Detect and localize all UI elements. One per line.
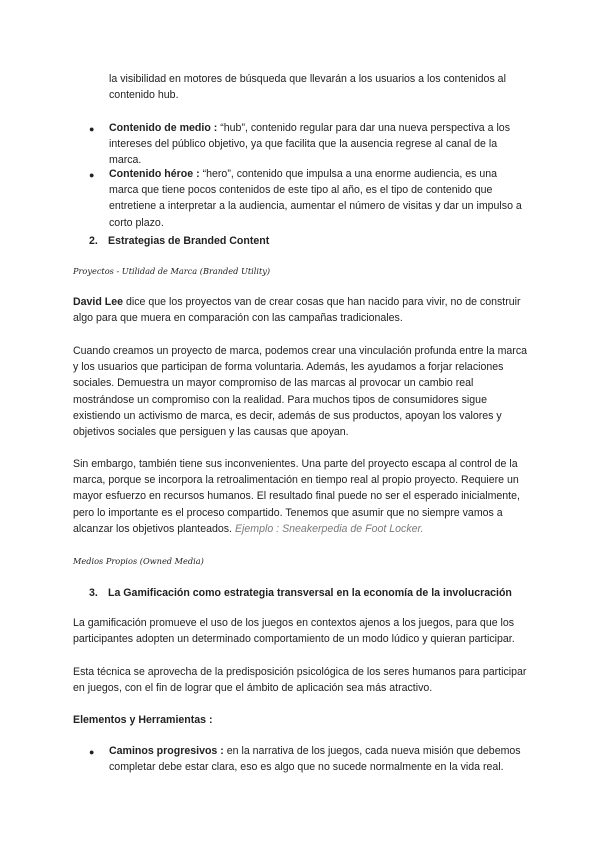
subheading-medios-propios: Medios Propios (Owned Media) xyxy=(73,556,204,566)
list-item-term: Caminos progresivos : xyxy=(109,745,224,757)
section-number: 2. xyxy=(89,235,98,247)
paragraph-inconvenientes xyxy=(73,456,533,537)
list-item-text: “hub”, contenido regular para dar una nueva perspectiva a los intereses del público objetivo, ya que facilita que la ausencia regrese al canal de la marca. xyxy=(109,122,510,167)
section-number: 3. xyxy=(89,587,98,599)
paragraph-gamificacion: La gamificación promueve el uso de los juegos en contextos ajenos a los juegos, para que los participantes adopten un determinado comportamiento de un modo lúdico y quieran participar. xyxy=(73,617,515,646)
paragraph-text: dice que los proyectos van de crear cosas que han nacido para vivir, no de construir algo para que muera en comparación con las campañas tradicionales. xyxy=(73,296,521,325)
bullet-icon: ● xyxy=(89,124,95,134)
elements-heading: Elementos y Herramientas : xyxy=(73,714,213,726)
section-title: Estrategias de Branded Content xyxy=(108,235,270,247)
example-text: Ejemplo : Sneakerpedia de Foot Locker. xyxy=(234,522,424,535)
bullet-icon: ● xyxy=(89,170,95,180)
list-item-text: “hero”, contenido que impulsa a una enorme audiencia, es una marca que tiene pocos contenidos de este tipo al año, es el tipo de contenido que entretiene a interpretar a la audiencia, aumentar el número de visitas y dar un impulso a corto plazo. xyxy=(109,168,522,229)
list-item-text: en la narrativa de los juegos, cada nueva misión que debemos completar debe estar clara, eso es algo que no sucede normalmente en la vida real. xyxy=(109,745,521,774)
paragraph-proyecto-marca: Cuando creamos un proyecto de marca, podemos crear una vinculación profunda entre la marca y los usuarios que participan de forma voluntaria. Además, les ayudamos a forjar relaciones sociales. Demuestra un mayor compromiso de las marcas al provocar un cambio real mostrándose un compromiso con la realidad. Para muchos tipos de consumidores sigue existiendo un activismo de marca, es decir, además de sus productos, apoyan los valores y objetivos sociales que persiguen y las causas que apoyan. xyxy=(73,345,528,439)
list-item-caminos xyxy=(109,743,529,775)
section-title: La Gamificación como estrategia transversal en la economía de la involucración xyxy=(108,587,512,599)
paragraph-david-lee xyxy=(73,294,533,326)
paragraph-text: Sin embargo, también tiene sus inconvenientes. Una parte del proyecto escapa al control de la marca, porque se incorpora la retroalimentación en tiempo real al propio proyecto. Requiere un mayor esfuerzo en recursos humanos. El resultado final puede no ser el esperado inicialmente, pero lo importante es el proceso compartido. Tenemos que asumir que no siempre vamos a alcanzar los objetivos planteados. xyxy=(73,458,520,535)
list-item-term: Contenido héroe : xyxy=(109,168,200,180)
intro-continuation: la visibilidad en motores de búsqueda que llevarán a los usuarios a los contenidos al contenido hub. xyxy=(109,73,506,102)
bullet-icon: ● xyxy=(89,747,95,757)
paragraph-tecnica: Esta técnica se aprovecha de la predisposición psicológica de los seres humanos para participar en juegos, con el fin de lograr que el ámbito de aplicación sea más atractivo. xyxy=(73,666,527,695)
author-name: David Lee xyxy=(73,296,124,308)
list-item-term: Contenido de medio : xyxy=(109,122,218,134)
list-item-hero xyxy=(109,166,529,231)
list-item-hub xyxy=(109,120,529,169)
subheading-proyectos: Proyectos - Utilidad de Marca (Branded Utility) xyxy=(73,266,271,276)
